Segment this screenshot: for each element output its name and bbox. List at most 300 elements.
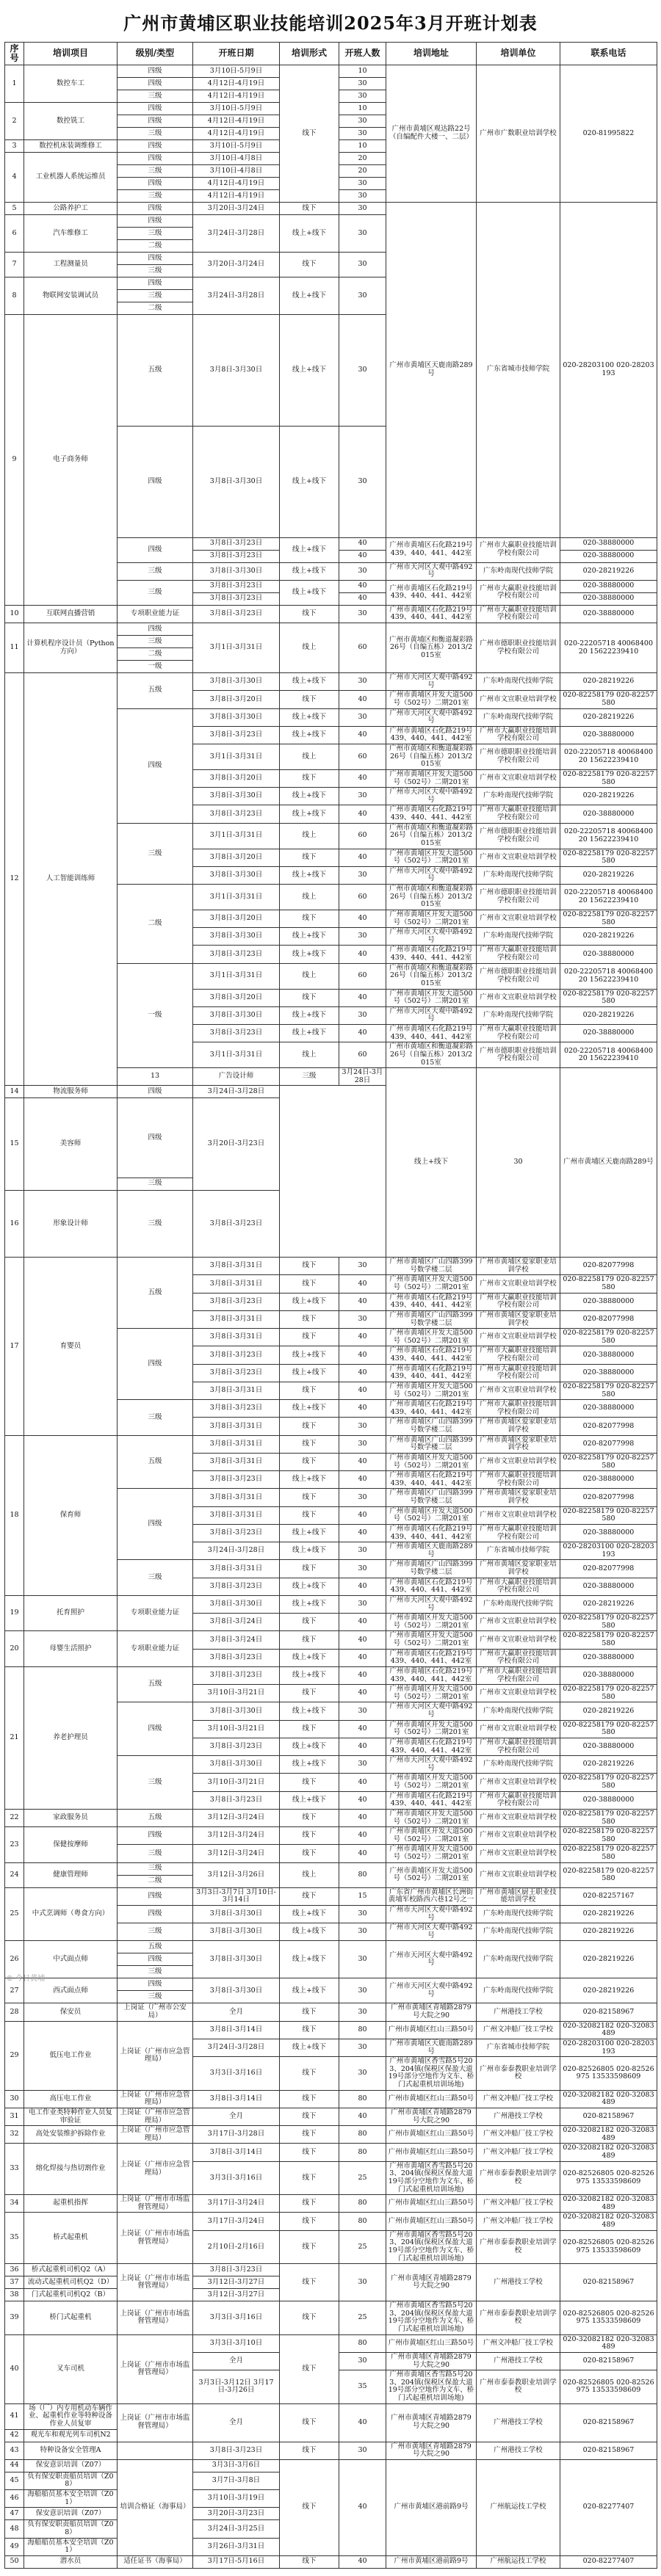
table-cell: 3月8日-3月23日 — [193, 1791, 280, 1809]
table-cell: 50 — [5, 2555, 24, 2568]
table-cell: 广州航运技工学校 — [477, 2459, 560, 2555]
table-cell: 30 — [339, 90, 386, 103]
table-cell: 3月3日-3月16日 — [193, 2057, 280, 2091]
table-cell: 3月8日-3月23日 — [193, 1471, 280, 1489]
table-cell: 3月8日-3月30日 — [193, 788, 280, 805]
table-cell: 3月10日-3月21日 — [193, 1774, 280, 1791]
table-cell: 020-38880000 — [560, 1578, 657, 1595]
table-cell: 020-82258179 020-82257580 — [560, 1862, 657, 1887]
table-cell: 线上+线下 — [280, 2039, 339, 2056]
table-cell: 广州市泰泰教职业培训学校 — [477, 2161, 560, 2195]
table-cell: 三级 — [118, 90, 193, 103]
table-cell: 40 — [339, 1666, 386, 1684]
table-cell: 3月10日-3月19日 — [193, 2490, 280, 2508]
table-cell: 三级 — [118, 1991, 193, 2003]
table-cell: 桥式起重机司机Q2（A） — [24, 2264, 118, 2276]
table-cell: 海船船员基本安全培训（Z01） — [24, 2538, 118, 2555]
table-cell: 3月24日-3月28日 — [339, 1068, 386, 1086]
table-cell: 线上 — [280, 823, 339, 849]
table-cell: 广州市天河区大观中路492号 — [386, 708, 477, 726]
table-cell: 30 — [339, 1905, 386, 1923]
table-cell: 2 — [5, 103, 24, 140]
table-cell: 线下 — [280, 1827, 339, 1845]
table-cell: 广州市黄埔区红山三路50号 — [386, 2334, 477, 2352]
table-cell: 3月17日-3月24日 — [193, 2213, 280, 2230]
table-cell: 020-82258179 020-82257580 — [560, 1774, 657, 1791]
table-cell: 线上+线下 — [280, 1738, 339, 1755]
table-cell: 020-82258179 020-82257580 — [560, 1453, 657, 1470]
table-cell: 线下 — [280, 989, 339, 1006]
table-cell: 25 — [339, 2301, 386, 2335]
table-cell: 020-81995822 — [560, 65, 657, 203]
table-cell: 三级 — [118, 190, 193, 203]
watermark: © 今日黄埔 — [6, 1975, 46, 1983]
table-cell: 广州市德职职业技能培训学校有限公司 — [477, 963, 560, 989]
table-cell: 020-38880000 — [560, 1025, 657, 1042]
table-cell: 广州市大赢职业技能培训学校有限公司 — [477, 805, 560, 823]
table-cell: 40 — [339, 1685, 386, 1702]
table-cell: 广东岭南现代技师学院 — [477, 562, 560, 580]
table-cell: 广州文冲船厂技工学校 — [477, 2144, 560, 2161]
table-cell: 3月8日-3月23日 — [193, 1346, 280, 1364]
table-cell: 广州市文宣职业培训学校 — [477, 1862, 560, 1887]
table-cell: 广州市天河区大观中路492号 — [386, 788, 477, 805]
table-cell: 8 — [5, 277, 24, 315]
table-cell: 高压电工作业 — [24, 2090, 118, 2108]
table-cell: 广州市文宣职业培训学校 — [477, 849, 560, 866]
table-cell: 3月10日-4月8日 — [193, 165, 280, 178]
table-cell: 线下 — [280, 1720, 339, 1738]
table-cell: 3月8日-3月23日 — [193, 592, 280, 605]
table-cell: 线下 — [280, 1887, 339, 1905]
table-cell: 4月12日-4月19日 — [193, 78, 280, 90]
table-cell: 020-82158967 — [560, 2108, 657, 2125]
table-cell: 广州市天河区大观中路492号 — [386, 1595, 477, 1613]
table-cell: 40 — [339, 1774, 386, 1791]
table-cell: 40 — [339, 989, 386, 1006]
table-cell: 020-82526805 020-82526975 13533598609 — [560, 2370, 657, 2404]
table-cell: 广东岭南现代技师学院 — [477, 866, 560, 884]
table-cell: 二级 — [118, 302, 193, 315]
table-cell: 广州市黄埔区石化路219号439、440、441、442室 — [386, 580, 477, 605]
table-cell: 42 — [5, 2429, 24, 2442]
table-cell: 广州市黄埔区爱家职业培训学校 — [477, 1560, 560, 1578]
table-cell: 线上+线下 — [280, 1702, 339, 1720]
table-cell: 3月10日-3月21日 — [193, 1685, 280, 1702]
table-cell: 3月24日-3月28日 — [193, 1086, 280, 1098]
table-cell: 40 — [339, 1364, 386, 1382]
table-cell: 020-28219226 — [560, 1941, 657, 1978]
table-cell: 020-82258179 020-82257580 — [560, 1382, 657, 1399]
table-cell: 广州航运技工学校 — [477, 2555, 560, 2568]
table-cell: 3月8日-3月14日 — [193, 2144, 280, 2161]
table-cell: 45 — [5, 2472, 24, 2489]
table-cell: 020-38880000 — [560, 1666, 657, 1684]
table-row — [5, 65, 657, 78]
table-cell: 四级 — [118, 1098, 193, 1178]
table-cell: 电工作业类特种作业人员复审验证 — [24, 2108, 118, 2125]
table-cell: 保安员 — [24, 2003, 118, 2021]
table-cell: 广州市黄埔区青埔路2879号大院之90 — [386, 2108, 477, 2125]
table-cell: 020-38880000 — [560, 946, 657, 963]
table-cell: 40 — [339, 1506, 386, 1524]
table-cell: 线上+线下 — [386, 1068, 477, 1258]
table-cell: 020-82158967 — [560, 2403, 657, 2442]
table-cell: 3月8日-3月30日 — [193, 1905, 280, 1923]
table-cell: 3月3日-3月16日 — [193, 2161, 280, 2195]
table-cell: 020-38880000 — [560, 1471, 657, 1489]
table-cell: 31 — [5, 2108, 24, 2125]
table-cell: 广州市天河区大观中路492号 — [386, 866, 477, 884]
table-cell: 20 — [5, 1631, 24, 1667]
table-cell: 四级 — [118, 103, 193, 115]
table-cell: 线下 — [280, 2264, 339, 2301]
table-cell: 广州市黄埔区石化路219号439、440、441、442室 — [386, 726, 477, 744]
table-cell: 广州市大赢职业技能培训学校有限公司 — [477, 946, 560, 963]
table-cell: 线上+线下 — [280, 928, 339, 946]
table-cell: 广州市黄埔区石化路219号439、440、441、442室 — [386, 1293, 477, 1310]
table-cell: 物流服务师 — [24, 1086, 118, 1098]
table-cell: 广州市天河区大观中路492号 — [386, 562, 477, 580]
table-cell: 三级 — [118, 1845, 193, 1862]
table-cell: 020-38880000 — [560, 726, 657, 744]
table-cell: 020-32082182 020-32083489 — [560, 2213, 657, 2230]
table-cell: 广东省广州市黄埔区长洲街黄埔军校路西六巷12号之一 — [386, 1887, 477, 1905]
table-cell: 46 — [5, 2490, 24, 2508]
table-cell: 高处安装维护拆除作业 — [24, 2126, 118, 2144]
table-cell: 广州市黄埔区和衡道凝彩路26号（自编五栋）2013/2015室 — [386, 1042, 477, 1068]
table-cell: 广州市黄埔区香雪路5号203、204镇(保税区保盈大道19号部分空地作为文车、桥门式起重机培训场地) — [386, 2230, 477, 2264]
table-cell: 负有保安职责船员培训（Z08） — [24, 2520, 118, 2538]
table-cell: 40 — [339, 1275, 386, 1293]
table-cell: 广州市黄埔区红山三路50号 — [386, 2144, 477, 2161]
table-cell: 线上+线下 — [280, 1471, 339, 1489]
table-cell: 物联网安装调试员 — [24, 277, 118, 315]
table-cell: 80 — [339, 2090, 386, 2108]
table-cell: 23 — [5, 1827, 24, 1863]
table-cell: 广州市天河区大观中路492号 — [386, 1923, 477, 1941]
table-cell: 三级 — [118, 290, 193, 302]
table-cell: 广州市黄埔区开发大道500号（502号）二期201室 — [386, 1506, 477, 1524]
table-cell: 10 — [339, 140, 386, 153]
header-start-date: 开班日期 — [193, 43, 280, 65]
table-cell: 五级 — [118, 1258, 193, 1329]
table-cell: 3月17日-3月28日 — [193, 2126, 280, 2144]
table-cell: 9 — [5, 315, 24, 606]
table-cell: 健康管理师 — [24, 1862, 118, 1887]
table-row — [5, 673, 657, 691]
table-cell: 020-38880000 — [560, 537, 657, 550]
table-cell: 30 — [339, 1923, 386, 1941]
table-body — [5, 65, 657, 2569]
table-cell: 广东岭南现代技师学院 — [477, 1006, 560, 1024]
table-cell: 广州市黄埔区青埔路2879号大院之90 — [386, 2403, 477, 2442]
table-cell: 线下 — [280, 1774, 339, 1791]
table-cell: 35 — [5, 2213, 24, 2264]
table-cell: 四级 — [118, 140, 193, 153]
table-row — [5, 2021, 657, 2039]
table-cell: 广州市文宣职业培训学校 — [477, 1506, 560, 1524]
table-cell: 广州市黄埔区和衡道凝彩路26号（自编五栋）2013/2015室 — [386, 744, 477, 770]
table-cell: 3月10日-3月21日 — [193, 1720, 280, 1738]
table-cell: 3月8日-3月20日 — [193, 691, 280, 708]
table-cell: 广州港技工学校 — [477, 2403, 560, 2442]
table-cell: 34 — [5, 2195, 24, 2213]
table-cell: 020-32082182 020-32083489 — [560, 2334, 657, 2352]
table-cell: 020-82258179 020-82257580 — [560, 910, 657, 927]
table-cell: 3月1日-3月31日 — [193, 623, 280, 673]
table-cell: 80 — [339, 2126, 386, 2144]
table-cell: 30 — [339, 253, 386, 277]
table-cell: 广州市黄埔区石化路219号439、440、441、442室 — [386, 537, 477, 562]
table-cell: 3月8日-3月23日 — [193, 946, 280, 963]
header-form: 培训形式 — [280, 43, 339, 65]
table-cell: 专项职业能力证 — [118, 605, 193, 623]
table-cell: 汽车维修工 — [24, 215, 118, 253]
table-cell: 广州市黄埔区红山三路50号 — [386, 2195, 477, 2213]
table-row — [5, 2459, 657, 2472]
table-cell: 广东岭南现代技师学院 — [477, 1702, 560, 1720]
table-cell: 38 — [5, 2289, 24, 2301]
table-cell: 五级 — [118, 1941, 193, 1953]
table-cell: 40 — [339, 537, 386, 550]
table-cell: 40 — [339, 1329, 386, 1346]
table-cell: 30 — [339, 1310, 386, 1328]
table-cell: 21 — [5, 1666, 24, 1809]
table-cell: 广州文冲船厂技工学校 — [477, 2195, 560, 2213]
table-cell: 020-28203100 020-28203193 — [560, 203, 657, 538]
table-cell: 五级 — [118, 1435, 193, 1489]
table-cell: 40 — [339, 1649, 386, 1666]
table-cell: 线下 — [280, 1845, 339, 1862]
table-cell: 40 — [339, 1791, 386, 1809]
table-cell: 线下 — [280, 2161, 339, 2195]
table-cell: 020-82257167 — [560, 1887, 657, 1905]
table-row — [5, 1887, 657, 1905]
table-cell: 19 — [5, 1595, 24, 1631]
table-cell: 020-28219226 — [560, 673, 657, 691]
table-cell: 广州市大赢职业技能培训学校有限公司 — [477, 1578, 560, 1595]
table-cell: 17 — [5, 1258, 24, 1436]
table-cell: 线下 — [280, 2090, 339, 2108]
table-cell: 80 — [339, 2195, 386, 2213]
table-cell: 3月24日-3月28日 — [193, 215, 280, 253]
table-cell: 广州市天河区大观中路492号 — [386, 1905, 477, 1923]
table-cell: 广州港技工学校 — [477, 2264, 560, 2301]
table-cell: 线上+线下 — [280, 315, 339, 427]
table-cell: 四级 — [118, 537, 193, 562]
table-cell: 3月8日-3月23日 — [193, 1190, 280, 1257]
table-cell: 3月3日-3月16日 — [193, 2301, 280, 2335]
table-cell: 40 — [339, 805, 386, 823]
table-cell: 广州市黄埔区开发大道500号（502号）二期201室 — [386, 849, 477, 866]
table-cell: 广州市黄埔区天鹿南路289号 — [386, 1542, 477, 1560]
table-cell: 7 — [5, 253, 24, 277]
table-cell: 020-82258179 020-82257580 — [560, 1685, 657, 1702]
table-cell: 3月10日-5月9日 — [193, 140, 280, 153]
table-cell: 四级 — [118, 1953, 193, 1966]
table-cell: 全月 — [193, 2108, 280, 2125]
table-cell: 线下 — [280, 2459, 339, 2555]
table-row — [5, 2144, 657, 2161]
table-cell: 30 — [339, 673, 386, 691]
table-cell: 五级 — [118, 1666, 193, 1702]
table-cell: 电子商务师 — [24, 315, 118, 606]
table-cell: 4月12日-4月19日 — [193, 115, 280, 128]
table-cell: 广州市天河区大观中路492号 — [386, 1978, 477, 2003]
table-cell: 30 — [339, 1006, 386, 1024]
table-cell: 30 — [339, 203, 386, 215]
table-cell: 3月8日-3月30日 — [193, 562, 280, 580]
table-cell: 3月8日-3月23日 — [193, 550, 280, 562]
table-cell: 广州市文宣职业培训学校 — [477, 1614, 560, 1631]
table-cell: 3月3日-3月10日 — [193, 2334, 280, 2352]
table-cell: 广州市泰泰教职业培训学校 — [477, 2057, 560, 2091]
table-cell: 线下 — [280, 1631, 339, 1649]
page-title: 广州市黄埔区职业技能培训2025年3月开班计划表 — [123, 12, 538, 34]
table-cell: 40 — [339, 1809, 386, 1826]
table-cell: 线下 — [280, 1453, 339, 1470]
table-cell: 上岗证（广州市市场监督管理局） — [118, 2213, 193, 2264]
table-cell: 3月8日-3月14日 — [193, 2021, 280, 2039]
table-cell: 40 — [339, 1382, 386, 1399]
table-cell: 广州市大赢职业技能培训学校有限公司 — [477, 580, 560, 605]
table-cell: 工业机器人系统运维员 — [24, 153, 118, 203]
header-project: 培训项目 — [24, 43, 118, 65]
table-row — [5, 1978, 657, 1991]
table-cell: 020-28219226 — [560, 562, 657, 580]
table-cell: 2月10日-2月16日 — [193, 2230, 280, 2264]
table-cell: 3月8日-3月31日 — [193, 1453, 280, 1470]
table-cell: 3月8日-3月14日 — [193, 2090, 280, 2108]
table-row — [5, 2442, 657, 2459]
table-cell: 3月8日-3月31日 — [193, 1435, 280, 1453]
table-cell: 线上+线下 — [280, 788, 339, 805]
table-cell: 广州市黄埔区广山四路399号数学楼二层 — [386, 1258, 477, 1275]
table-cell: 广州市黄埔区开发大道500号（502号）二期201室 — [386, 1845, 477, 1862]
table-cell: 广州市文宣职业培训学校 — [477, 1329, 560, 1346]
table-cell: 广东岭南现代技师学院 — [477, 1756, 560, 1774]
table-cell: 广州文冲船厂技工学校 — [477, 2213, 560, 2230]
table-cell: 3月8日-3月23日 — [193, 1293, 280, 1310]
table-cell: 二级 — [118, 240, 193, 253]
table-cell: 40 — [339, 1346, 386, 1364]
table-cell: 3月8日-3月23日 — [193, 605, 280, 623]
table-cell: 线上+线下 — [280, 1756, 339, 1774]
table-cell: 44 — [5, 2459, 24, 2472]
table-cell: 广州市泰泰教职业培训学校 — [477, 2301, 560, 2335]
table-cell: 广州市黄埔区爱家职业培训学校 — [477, 1418, 560, 1435]
table-cell: 020-38880000 — [560, 605, 657, 623]
table-cell: 3月8日-3月30日 — [193, 1702, 280, 1720]
table-cell: 020-38880000 — [560, 550, 657, 562]
table-cell: 广州市黄埔区青埔路2879号大院之90 — [386, 2264, 477, 2301]
table-cell: 020-38880000 — [560, 1791, 657, 1809]
table-row — [5, 1862, 657, 1875]
table-cell: 三级 — [118, 165, 193, 178]
table-cell: 3月3日-3月6日 — [193, 2459, 280, 2472]
table-cell: 80 — [339, 2334, 386, 2352]
table-cell: 线下 — [280, 1489, 339, 1506]
table-cell: 线下 — [280, 2334, 339, 2403]
table-cell: 30 — [339, 1702, 386, 1720]
table-cell: 30 — [339, 562, 386, 580]
table-cell: 020-82158967 — [560, 2003, 657, 2021]
table-cell: 30 — [339, 2352, 386, 2370]
table-cell: 40 — [339, 1614, 386, 1631]
table-row — [5, 1941, 657, 1953]
table-cell: 线上+线下 — [280, 1006, 339, 1024]
table-cell: 30 — [339, 2442, 386, 2459]
table-cell: 上岗证（广州市市场监督管理局） — [118, 2403, 193, 2442]
table-cell: 广州市黄埔区青埔路2879号大院之90 — [386, 2442, 477, 2459]
table-cell: 广州市黄埔区红山三路50号 — [386, 2090, 477, 2108]
table-cell: 线下 — [280, 2301, 339, 2335]
table-cell: 40 — [339, 726, 386, 744]
table-cell: 线上+线下 — [280, 426, 339, 537]
table-cell: 线上 — [280, 885, 339, 910]
table-cell: 全月 — [193, 2003, 280, 2021]
table-cell: 特种设备安全管理A — [24, 2442, 118, 2459]
table-cell: 流动式起重机司机Q2（D） — [24, 2276, 118, 2289]
table-cell: 40 — [339, 1738, 386, 1755]
table-cell: 3月8日-3月30日 — [193, 1756, 280, 1774]
table-cell: 40 — [339, 592, 386, 605]
table-cell: 四级 — [118, 1329, 193, 1400]
table-cell: 家政服务员 — [24, 1809, 118, 1826]
table-cell: 020-22205718 4006840020 15622239410 — [560, 1042, 657, 1068]
table-cell: 10 — [339, 65, 386, 78]
table-cell: 39 — [5, 2301, 24, 2335]
table-cell: 中式面点师 — [24, 1941, 118, 1978]
table-cell: 广州市黄埔区石化路219号439、440、441、442室 — [386, 1025, 477, 1042]
table-cell: 广州市黄埔区港前路9号 — [386, 2555, 477, 2568]
table-cell: 广州市黄埔区石化路219号439、440、441、442室 — [386, 1578, 477, 1595]
table-cell: 负有保安职责船员培训（Z08） — [24, 2472, 118, 2489]
table-cell: 广州市德职职业技能培训学校有限公司 — [477, 823, 560, 849]
table-cell: 广州市文宣职业培训学校 — [477, 1685, 560, 1702]
table-row — [5, 2108, 657, 2125]
table-cell: 3月24日-3月28日 — [193, 1542, 280, 1560]
training-plan-table — [4, 42, 657, 2569]
table-cell: 3月8日-3月23日 — [193, 1738, 280, 1755]
table-cell: 线下 — [280, 1258, 339, 1275]
table-cell: 广州市黄埔区石化路219号439、440、441、442室 — [386, 1649, 477, 1666]
table-cell: 工程测量员 — [24, 253, 118, 277]
table-cell: 线上+线下 — [280, 1978, 339, 2003]
table-cell: 线上+线下 — [280, 1905, 339, 1923]
table-cell: 30 — [339, 1978, 386, 2003]
table-cell: 4月12日-4月19日 — [193, 128, 280, 140]
table-cell: 广州市黄埔区青埔路2879号大院之90 — [386, 2003, 477, 2021]
table-cell: 020-82258179 020-82257580 — [560, 1827, 657, 1845]
table-cell: 3月1日-3月31日 — [193, 1042, 280, 1068]
table-cell: 五级 — [118, 1809, 193, 1826]
table-cell: 线下 — [280, 769, 339, 787]
table-cell: 广东岭南现代技师学院 — [477, 673, 560, 691]
table-cell: 母婴生活照护 — [24, 1631, 118, 1667]
table-cell: 广州市德职职业技能培训学校有限公司 — [477, 744, 560, 770]
table-cell: 广州市文宣职业培训学校 — [477, 1382, 560, 1399]
table-cell: 020-82158967 — [560, 2442, 657, 2459]
table-cell: 广州文冲船厂技工学校 — [477, 2090, 560, 2108]
table-cell: 020-82258179 020-82257580 — [560, 1329, 657, 1346]
table-cell: 30 — [339, 1941, 386, 1978]
table-cell: 线上+线下 — [280, 1293, 339, 1310]
table-cell: 线下 — [280, 2403, 339, 2442]
table-cell: 广州市黄埔区开发大道500号（502号）二期201室 — [386, 989, 477, 1006]
table-cell: 020-28219226 — [560, 928, 657, 946]
